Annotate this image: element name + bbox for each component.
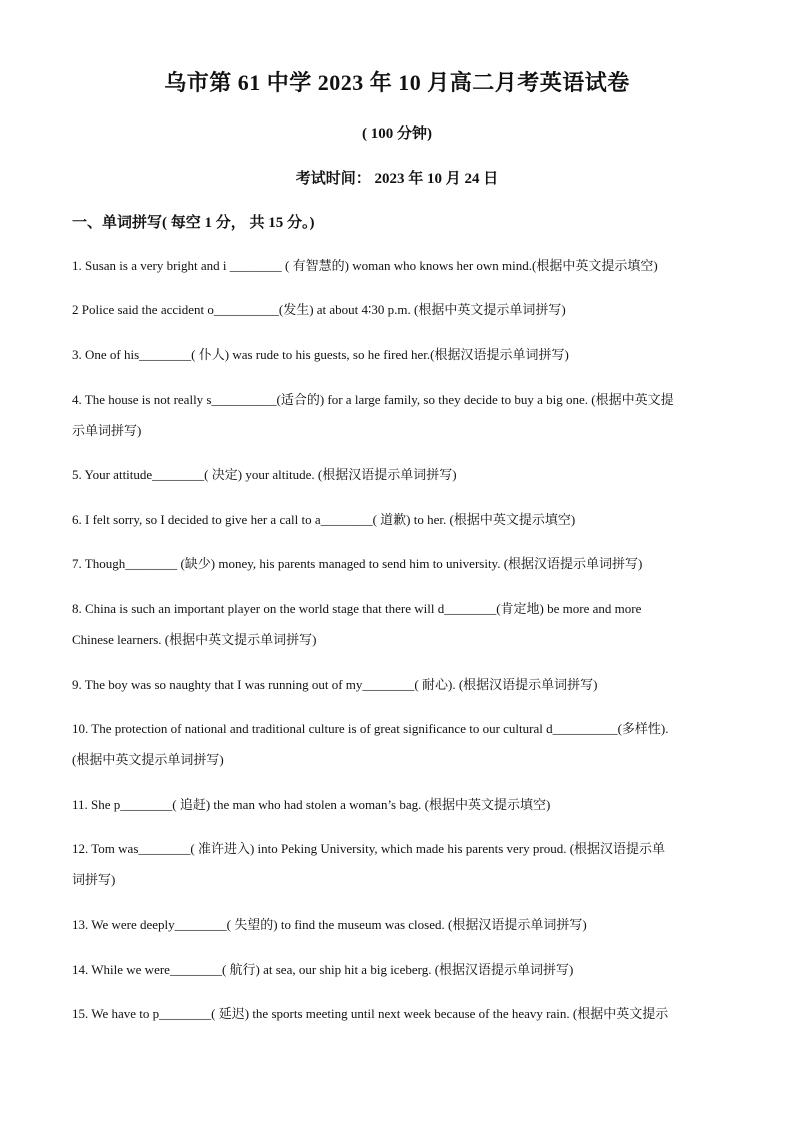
question-text: 15. We have to p________( 延迟) the sports meeting until next week because of the heavy rain. (根据中英文提示	[72, 1006, 669, 1021]
question-12	[72, 833, 724, 895]
question-text: 1. Susan is a very bright and i ________ ( 有智慧的) woman who knows her own mind.(根据中英文提示填空)	[72, 258, 658, 273]
question-6	[72, 504, 724, 535]
question-text: 10. The protection of national and traditional culture is of great significance to our cultural d__________(多样性).	[72, 721, 669, 736]
question-text-continued: 词拼写)	[72, 872, 116, 887]
question-text: 14. While we were________( 航行) at sea, our ship hit a big iceberg. (根据汉语提示单词拼写)	[72, 962, 574, 977]
question-text-continued: (根据中英文提示单词拼写)	[72, 752, 224, 767]
question-text: 8. China is such an important player on the world stage that there will d________(肯定地) be more and more	[72, 601, 642, 616]
exam-duration: ( 100 分钟)	[362, 126, 432, 142]
question-11	[72, 789, 724, 820]
question-text: 4. The house is not really s__________(适合的) for a large family, so they decide to buy a big one. (根据中英文提	[72, 392, 674, 407]
question-9	[72, 669, 724, 700]
question-text: 3. One of his________( 仆人) was rude to his guests, so he fired her.(根据汉语提示单词拼写)	[72, 347, 569, 362]
question-text: 11. She p________( 追赶) the man who had stolen a woman’s bag. (根据中英文提示填空)	[72, 797, 551, 812]
question-1	[72, 250, 724, 281]
question-text-continued: 示单词拼写)	[72, 423, 142, 438]
question-text: 5. Your attitude________( 决定) your altitude. (根据汉语提示单词拼写)	[72, 467, 457, 482]
question-2	[72, 294, 724, 325]
page-title: 乌市第 61 中学 2023 年 10 月高二月考英语试卷	[164, 70, 630, 95]
question-text: 9. The boy was so naughty that I was running out of my________( 耐心). (根据汉语提示单词拼写)	[72, 677, 598, 692]
question-14	[72, 954, 724, 985]
exam-date: 考试时间： 2023 年 10 月 24 日	[295, 171, 499, 187]
question-13	[72, 909, 724, 940]
section-heading: 一、单词拼写( 每空 1 分， 共 15 分。)	[72, 215, 315, 231]
question-7	[72, 548, 724, 579]
question-10	[72, 713, 724, 775]
question-text-continued: Chinese learners. (根据中英文提示单词拼写)	[72, 632, 317, 647]
question-8	[72, 593, 724, 655]
question-text: 13. We were deeply________( 失望的) to find the museum was closed. (根据汉语提示单词拼写)	[72, 917, 587, 932]
question-text: 2 Police said the accident o__________(发生) at about 4∶30 p.m. (根据中英文提示单词拼写)	[72, 302, 566, 317]
question-text: 6. I felt sorry, so I decided to give her a call to a________( 道歉) to her. (根据中英文提示填空)	[72, 512, 576, 527]
question-15	[72, 998, 724, 1029]
question-text: 7. Though________ (缺少) money, his parents managed to send him to university. (根据汉语提示单词拼写)	[72, 556, 643, 571]
question-3	[72, 339, 724, 370]
question-text: 12. Tom was________( 准许进入) into Peking University, which made his parents very proud. (根据汉语提示单	[72, 841, 666, 856]
question-4	[72, 384, 724, 446]
question-5	[72, 459, 724, 490]
